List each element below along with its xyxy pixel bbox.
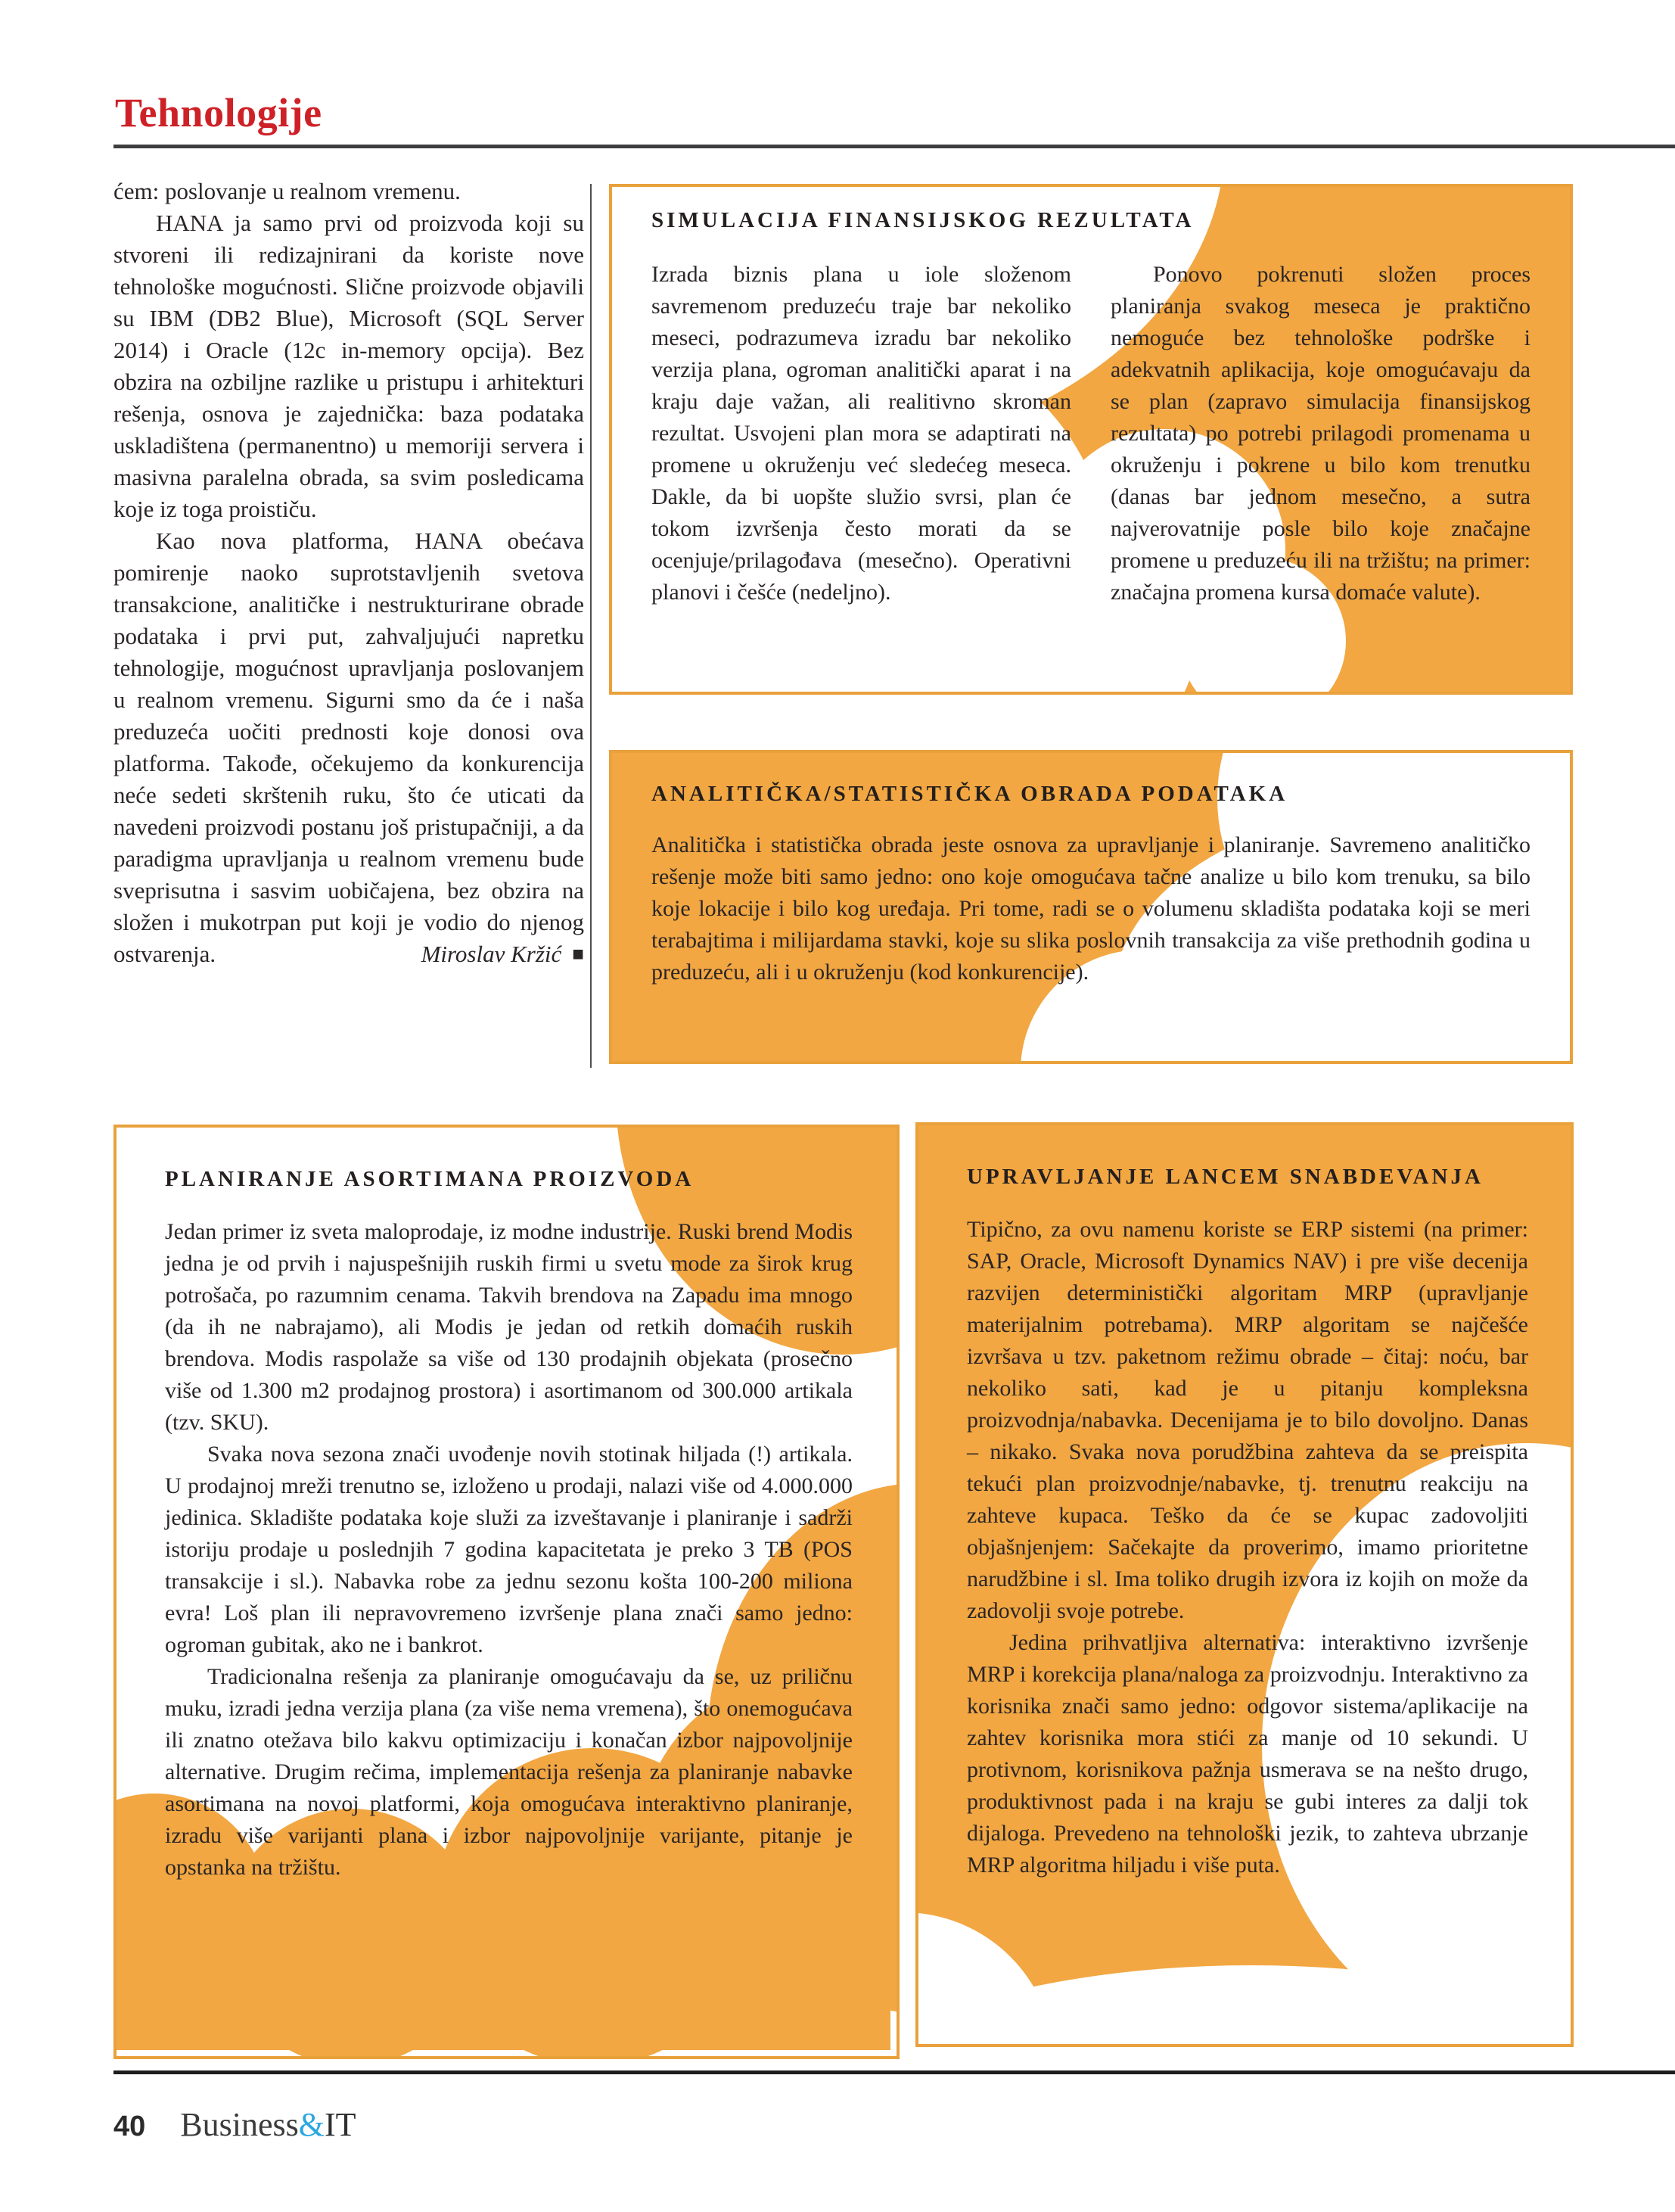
page-number: 40 (113, 2111, 146, 2142)
section-label: Tehnologije (115, 90, 322, 135)
box-title: UPRAVLJANJE LANCEM SNABDEVANJA (967, 1165, 1484, 1189)
paragraph: Kao nova platforma, HANA obećava pomirenje naoko suprotstavljenih svetova transakcione, analitičke i nestrukturirane obrade podataka i prvi put, zahvaljujući napretku tehnologije, mogućnost upravljanja poslovanjem u realnom vremenu. Sigurni smo da će i naša preduzeća uočiti prednosti koje donosi ova platforma. Takođe, očekujemo da konkurencija neće sedeti skrštenih ruku, što će uticati da navedeni proizvodi postanu još pristupačniji, a da paradigma upravljanja u realnom vremenu bude sveprisutna i sasvim uobičajena, bez obzira na složen i mukotrpan put koji je vodio do njenog ostvarenja. (113, 527, 584, 967)
paragraph: Svaka nova sezona znači uvođenje novih stotinak hiljada (!) artikala. U prodajnoj mreži trenutno se, izloženo u prodaji, nalazi više od 4.000.000 jedinica. Skladište podataka koje služi za izveštavanje i planiranje i sadrži istoriju prodaje u poslednjih 7 godina kapacitetata je preko 3 TB (POS transakcije i sl.). Nabavka robe za jednu sezonu košta 100-200 miliona evra! Loš plan ili nepravovremeno izvršenje plana znači samo jedno: ogroman gubitak, ako ne i bankrot. (165, 1442, 853, 1657)
paragraph: Tipično, za ovu namenu koriste se ERP sistemi (na primer: SAP, Oracle, Microsoft Dynamics NAV) i pre više decenija razvijen deterministički algoritam MRP (upravljanje materijalnim potrebama). MRP algoritam se najčešće izvršava u tzv. paketnom režimu obrade – čitaj: noću, bar nekoliko sati, kad je u pitanju kompleksna proizvodnja/nabavka. Decenijama je to bilo dovoljno. Danas – nikako. Svaka nova porudžbina zahteva da se preispita tekući plan proizvodnje/nabavke, tj. trenutnu reakciju na zahteve kupaca. Teško da će se kupac zadovoljiti objašnjenjem: Sačekajte da proverimo, imamo prioritetne narudžbine i sl. Ima toliko drugih izvora iz kojih on može da zadovolji svoje potrebe. (967, 1217, 1528, 1623)
box-upravljanje-lancem-snabdevanja (915, 1122, 1574, 2047)
box-content (918, 1125, 1571, 1881)
footer-rule (113, 2070, 1675, 2074)
box-title: PLANIRANJE ASORTIMANA PROIZVODA (165, 1167, 695, 1191)
article-paragraphs (113, 176, 584, 970)
paragraph: Jedan primer iz sveta maloprodaje, iz modne industrije. Ruski brend Modis jedna je od prvih i najuspešnijih ruskih firmi u svetu mode za širok krug potrošača, po razumnim cenama. Takvih brendova na Zapadu ima mnogo (da ih ne nabrajamo), ali Modis je jedan od retkih domaćih ruskih brendova. Modis raspolaže sa više od 130 prodajnih objekata (prosečno više od 1.300 m2 prodajnog prostora) i asortimanom od 300.000 artikala (tzv. SKU). (165, 1219, 853, 1435)
paragraph: Analitička i statistička obrada jeste osnova za upravljanje i planiranje. Savremeno analitičko rešenje može biti samo jedno: ono koje omogućava tačne analize u bilo kom trenuku, sa bilo koje lokacije i bilo kog uređaja. Pri tome, radi se o volumenu skladišta podataka koji se meri terabajtima i milijardama stavki, koje su slika poslovnih transakcija za više prethodnih godina u preduzeću, ali i u okruženju (kod konkurencije). (651, 832, 1530, 985)
white-blob (915, 1912, 1055, 2047)
box-content (612, 753, 1570, 988)
box-column-right (1111, 259, 1530, 608)
box-columns (651, 259, 1530, 608)
column-divider (590, 184, 592, 1068)
magazine-logo (180, 2105, 356, 2144)
paragraph: Izrada biznis plana u iole složenom savremenom preduzeću traje bar nekoliko meseci, podrazumeva izradu bar nekoliko verzija plana, ogroman analitički aparat i na kraju daje važan, ali realitivno skroman rezultat. Usvojeni plan mora se adaptirati na promene u okruženju već sledećeg meseca. Dakle, da bi uopšte služio svrsi, plan će tokom izvršenja često morati da se ocenjuje/prilagođava (mesečno). Operativni planovi i češće (nedeljno). (651, 262, 1071, 605)
paragraph: Jedina prihvatljiva alternativa: interaktivno izvršenje MRP i korekcija plana/naloga za proizvodnju. Interaktivno za korisnika znači samo jedno: odgovor sistema/aplikacije na zahtev korisnika mora stići za manje od 10 sekundi. U protivnom, korisnikova pažnja usmerava se na nešto drugo, produktivnost pada i na kraju se gubi interes za dalji tok dijaloga. Prevedeno na tehnološki jezik, to zahteva ubrzanje MRP algoritma hiljadu i više puta. (967, 1630, 1528, 1878)
box-content (117, 1128, 897, 1884)
box-body (651, 829, 1530, 988)
paragraph: Tradicionalna rešenja za planiranje omogućavaju da se, uz priličnu muku, izradi jedna verzija plana (za više nema vremena), što onemogućava ili znatno otežava bilo kakvu optimizaciju i konačan izbor najpovoljnije alternative. Drugim rečima, implementacija rešenja za planiranje nabavke asortimana na novoj platformi, koja omogućava interaktivno planiranje, izradu više varijanti plana i izbor najpovoljnije varijante, pitanje je opstanka na tržištu. (165, 1664, 853, 1880)
box-column-left (651, 259, 1071, 608)
box-content (612, 187, 1570, 608)
byline-name: Miroslav Kržić (421, 941, 562, 967)
box-title: ANALITIČKA/STATISTIČKA OBRADA PODATAKA (651, 782, 1288, 806)
paragraph: ćem: poslovanje u realnom vremenu. (113, 178, 461, 204)
box-title: SIMULACIJA FINANSIJSKOG REZULTATA (651, 208, 1195, 232)
logo-ampersand: & (298, 2106, 325, 2143)
end-square-icon: ■ (572, 943, 584, 965)
box-simulacija-finansijskog-rezultata (609, 184, 1573, 695)
article-left-column (113, 176, 584, 972)
box-body (165, 1216, 853, 1884)
logo-it: IT (325, 2106, 356, 2143)
footer (113, 2105, 356, 2144)
logo-business: Business (180, 2106, 299, 2143)
paragraph: Ponovo pokrenuti složen proces planiranja svakog meseca je praktično nemoguće bez tehnološke podrške i adekvatnih aplikacija, koje omogućavaju da se plan (zapravo simulacija finansijskog rezultata) po potrebi prilagodi promenama u okruženju i pokrene u bilo kom trenutku (danas bar jednom mesečno, a sutra najverovatnije posle bilo koje značajne promene u preduzeću ili na tržištu; na primer: značajna promena kursa domaće valute). (1111, 262, 1530, 605)
box-body (967, 1214, 1528, 1881)
paragraph: HANA ja samo prvi od proizvoda koji su stvoreni ili redizajnirani da koriste nove tehnološke mogućnosti. Slične proizvode objavili su IBM (DB2 Blue), Microsoft (SQL Server 2014) i Oracle (12c in-memory opcija). Bez obzira na ozbiljne razlike u pristupu i arhitekturi rešenja, osnova je zajednička: baza podataka uskladištena (permanentno) u memoriji servera i masivna paralelna obrada, sa svim posledicama koje iz toga proističu. (113, 210, 584, 522)
box-analiticka-statisticka-obrada (609, 750, 1573, 1064)
header-rule (113, 145, 1675, 148)
box-planiranje-asortimana (113, 1125, 900, 2059)
